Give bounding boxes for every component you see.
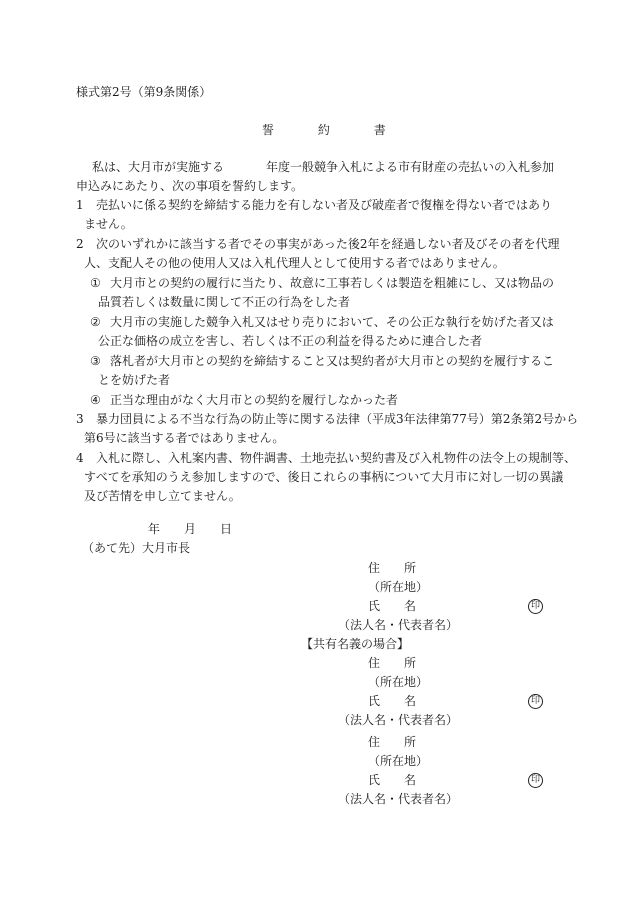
addressee: （あて先）大月市長 <box>82 541 191 555</box>
sub-item-text: 大月市の実施した競争入札又はせり売りにおいて、その公正な執行を妨げた者又は <box>110 315 554 329</box>
item-text-cont: 第6号に該当する者ではありません。 <box>84 431 285 445</box>
sub-item-text-cont: 公正な価格の成立を害し、若しくは不正の利益を得るために連合した者 <box>98 334 483 348</box>
seal-icon: 印 <box>528 599 543 614</box>
seal-icon: 印 <box>528 694 543 709</box>
location-label: （所在地） <box>368 580 429 594</box>
sub-item-mark: ③ <box>90 354 101 368</box>
title-char-1: 誓 <box>262 123 275 137</box>
item-number: 3 <box>76 412 84 426</box>
item-number: 2 <box>76 237 84 251</box>
title-char-2: 約 <box>317 123 330 137</box>
corp-label: （法人名・代表者名） <box>338 618 459 632</box>
address-label: 住 所 <box>368 656 417 670</box>
name-label: 氏 名 <box>368 694 417 708</box>
sub-item-mark: ④ <box>90 393 101 407</box>
item-text-cont: 人、支配人その他の使用人又は入札代理人として使用する者ではありません。 <box>84 256 505 270</box>
sub-item-text: 大月市との契約の履行に当たり、故意に工事若しくは製造を粗雑にし、又は物品の <box>110 276 555 290</box>
seal-icon: 印 <box>528 773 543 788</box>
document-title <box>262 122 386 138</box>
location-label: （所在地） <box>368 675 429 689</box>
item-text-cont: ません。 <box>84 217 133 231</box>
item-text: 入札に際し、入札案内書、物件調書、土地売払い契約書及び入札物件の法令上の規制等、 <box>96 451 577 465</box>
sub-item-text: 落札者が大月市との契約を締結すること又は契約者が大月市との契約を履行するこ <box>110 354 555 368</box>
intro-line-1b: 年度一般競争入札による市有財産の売払いの入札参加 <box>266 160 555 174</box>
location-label: （所在地） <box>368 754 429 768</box>
date-day: 日 <box>220 522 233 536</box>
item-text: 暴力団員による不当な行為の防止等に関する法律（平成3年法律第77号）第2条第2号から <box>96 412 579 426</box>
item-text-cont: すべてを承知のうえ参加しますので、後日これらの事柄について大月市に対し一切の異議 <box>84 470 564 484</box>
item-text: 売払いに係る契約を締結する能力を有しない者及び破産者で復権を得ない者ではあり <box>96 198 553 212</box>
sub-item-text: 正当な理由がなく大月市との契約を履行しなかった者 <box>110 393 399 407</box>
date-year: 年 <box>148 522 161 536</box>
form-number: 様式第2号（第9条関係） <box>76 85 212 99</box>
intro-line-2: 申込みにあたり、次の事項を誓約します。 <box>76 179 304 193</box>
sub-item-text-cont: 品質若しくは数量に関して不正の行為をした者 <box>98 295 351 309</box>
sub-item-mark: ② <box>90 315 101 329</box>
name-label: 氏 名 <box>368 773 417 787</box>
item-number: 1 <box>76 198 84 212</box>
intro-line-1a: 私は、大月市が実施する <box>92 160 225 174</box>
joint-heading: 【共有名義の場合】 <box>301 637 410 651</box>
address-label: 住 所 <box>368 735 417 749</box>
name-label: 氏 名 <box>368 599 417 613</box>
item-text: 次のいずれかに該当する者でその事実があった後2年を経過しない者及びその者を代理 <box>96 237 560 251</box>
item-text-cont: 及び苦情を申し立てません。 <box>84 489 241 503</box>
sub-item-text-cont: とを妨げた者 <box>98 373 171 387</box>
corp-label: （法人名・代表者名） <box>338 792 459 806</box>
corp-label: （法人名・代表者名） <box>338 713 459 727</box>
date-month: 月 <box>184 522 197 536</box>
sub-item-mark: ① <box>90 276 101 290</box>
item-number: 4 <box>76 451 84 465</box>
address-label: 住 所 <box>368 561 417 575</box>
title-char-3: 書 <box>373 123 386 137</box>
